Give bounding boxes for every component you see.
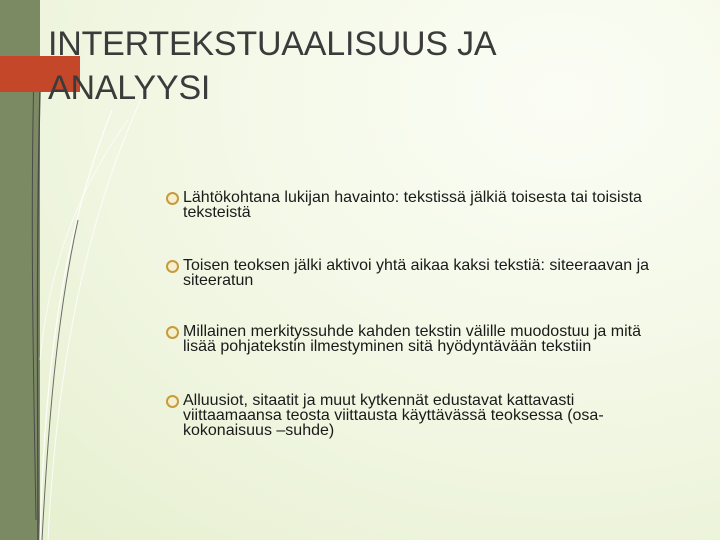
slide-title: INTERTEKSTUAALISUUS JA ANALYYSI bbox=[48, 25, 495, 107]
bullet-item bbox=[166, 190, 666, 220]
circle-bullet-icon bbox=[166, 192, 179, 205]
bullet-item bbox=[166, 258, 666, 288]
bullet-text: Millainen merkityssuhde kahden tekstin välille muodostuu ja mitä lisää pohjatekstin ilmestyminen sitä hyödyntävään tekstiin bbox=[183, 323, 641, 355]
bullet-text: Alluusiot, sitaatit ja muut kytkennät edustavat kattavasti viittaamaansa teosta viittausta käyttävässä teoksessa (osa-kokonaisuus –suhde) bbox=[183, 392, 604, 439]
bullet-list bbox=[166, 190, 666, 476]
circle-bullet-icon bbox=[166, 395, 179, 408]
bullet-item bbox=[166, 324, 666, 354]
bullet-text: Lähtökohtana lukijan havainto: tekstissä jälkiä toisesta tai toisista teksteistä bbox=[183, 189, 642, 221]
circle-bullet-icon bbox=[166, 260, 179, 273]
bullet-text: Toisen teoksen jälki aktivoi yhtä aikaa kaksi tekstiä: siteeraavan ja siteeratun bbox=[183, 257, 650, 289]
circle-bullet-icon bbox=[166, 326, 179, 339]
bullet-item bbox=[166, 393, 666, 438]
